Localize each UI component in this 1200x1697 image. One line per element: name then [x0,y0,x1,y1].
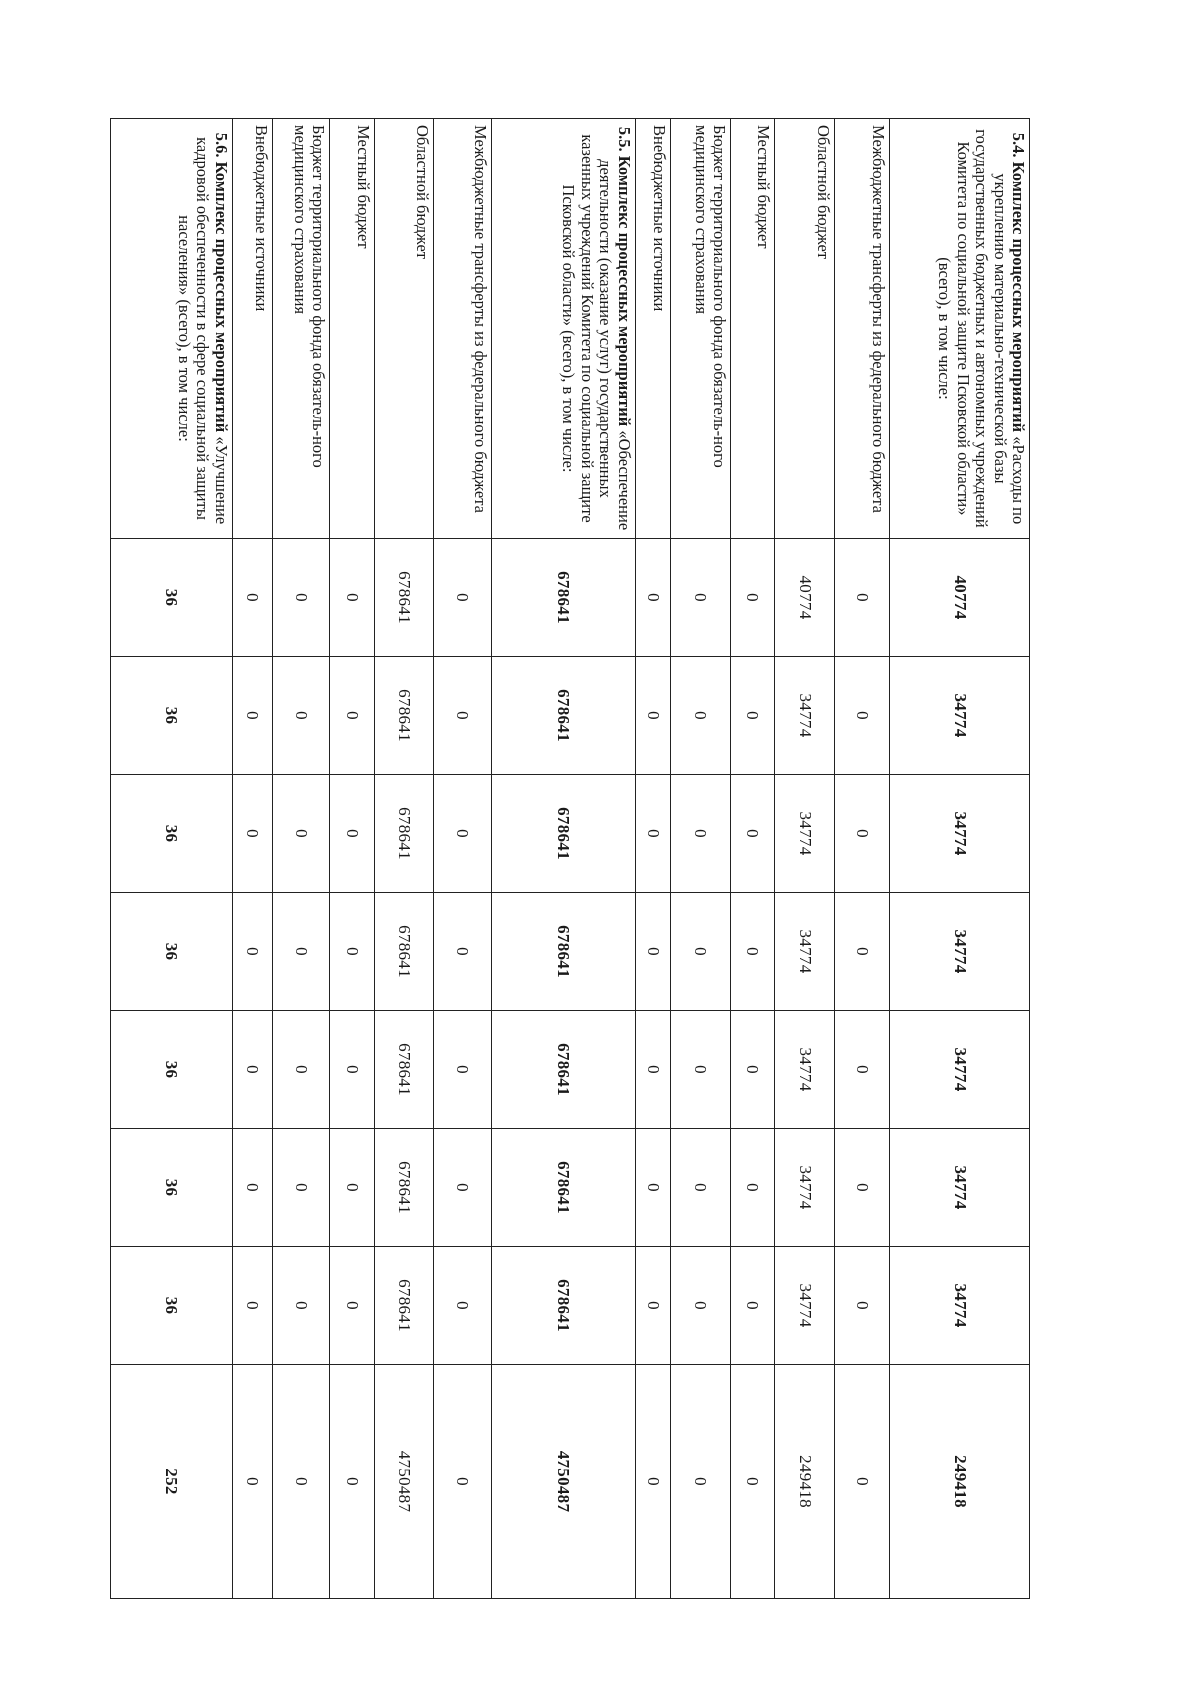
table-cell: 0 [731,1129,775,1247]
table-cell: 0 [671,1129,731,1247]
table-cell: 0 [671,775,731,893]
table-row [111,119,233,1599]
table-row [272,119,330,1599]
complex-title: «Расходы по укреплению материально-технической базы государственных бюджетных и автономных учреждений Комитета по социальной защите Псковской области» (всего), в том числе: [935,129,1028,528]
table-cell: 0 [835,539,890,657]
table-cell: 0 [731,539,775,657]
table-cell-total: 0 [635,1365,670,1599]
table-cell: 34774 [775,1011,835,1129]
table-row [775,119,835,1599]
table-cell-total: 249418 [890,1365,1030,1599]
row-label: Межбюджетные трансферты из федерального бюджета [434,119,492,539]
table-cell: 0 [731,657,775,775]
table-cell: 0 [731,775,775,893]
row-label [890,119,1030,539]
table-cell: 678641 [491,1247,635,1365]
table-cell: 34774 [890,657,1030,775]
table-cell-total: 252 [111,1365,233,1599]
table-cell: 0 [330,1011,374,1129]
table-cell: 34774 [890,1129,1030,1247]
row-label [491,119,635,539]
row-label: Внебюджетные источники [232,119,272,539]
table-cell: 0 [232,1011,272,1129]
table-cell: 0 [835,893,890,1011]
table-cell: 34774 [890,893,1030,1011]
table-cell: 0 [232,775,272,893]
table-cell-total: 0 [272,1365,330,1599]
table-row [671,119,731,1599]
table-cell-total: 0 [330,1365,374,1599]
table-cell: 34774 [890,1011,1030,1129]
table-cell: 0 [671,657,731,775]
table-cell: 0 [330,1129,374,1247]
row-label [111,119,233,539]
table-cell-total: 0 [835,1365,890,1599]
table-cell: 0 [671,1247,731,1365]
table-cell: 0 [434,775,492,893]
table-cell: 0 [434,1247,492,1365]
table-cell: 0 [330,775,374,893]
complex-code: 5.6. Комплекс процессных мероприятий [211,132,231,433]
table-cell: 678641 [374,657,434,775]
table-cell: 678641 [491,1011,635,1129]
table-cell: 0 [330,539,374,657]
table-cell: 678641 [491,657,635,775]
row-label: Межбюджетные трансферты из федерального бюджета [835,119,890,539]
table-row [731,119,775,1599]
table-cell: 36 [111,1247,233,1365]
table-cell: 678641 [491,1129,635,1247]
table-cell: 0 [731,893,775,1011]
table-cell: 678641 [374,1011,434,1129]
table-cell: 0 [330,657,374,775]
table-cell: 678641 [491,775,635,893]
table-cell: 0 [635,539,670,657]
table-row [374,119,434,1599]
table-cell: 0 [272,893,330,1011]
table-cell: 34774 [775,1129,835,1247]
table-cell: 0 [232,657,272,775]
table-cell: 0 [272,1011,330,1129]
complex-code: 5.5. Комплекс процессных мероприятий [614,126,634,427]
table-row [330,119,374,1599]
table-cell: 36 [111,1129,233,1247]
row-label: Местный бюджет [330,119,374,539]
table-cell: 40774 [775,539,835,657]
table-cell-total: 0 [671,1365,731,1599]
row-label: Областной бюджет [374,119,434,539]
complex-code: 5.4. Комплекс процессных мероприятий [1009,132,1028,433]
table-cell: 0 [272,1129,330,1247]
table-cell: 0 [434,1129,492,1247]
table-cell: 0 [835,1129,890,1247]
table-cell-total: 249418 [775,1365,835,1599]
table-cell: 0 [835,657,890,775]
table-cell-total: 0 [232,1365,272,1599]
table-cell: 0 [330,1247,374,1365]
table-cell: 0 [232,539,272,657]
table-cell-total: 0 [434,1365,492,1599]
table-cell: 0 [272,775,330,893]
table-cell: 0 [434,539,492,657]
table-cell-total: 0 [731,1365,775,1599]
table-row [491,119,635,1599]
table-cell-total: 4750487 [374,1365,434,1599]
table-cell: 0 [731,1011,775,1129]
table-cell: 0 [671,893,731,1011]
table-cell: 0 [835,775,890,893]
table-cell: 0 [835,1247,890,1365]
table-cell: 36 [111,775,233,893]
row-label: Областной бюджет [775,119,835,539]
table-cell: 36 [111,1011,233,1129]
table-cell: 678641 [374,1247,434,1365]
rotated-page-content [110,118,1030,1598]
table-cell: 0 [731,1247,775,1365]
table-cell: 0 [434,1011,492,1129]
complex-title: «Улучшение кадровой обеспеченности в сфере социальной защиты населения» (всего), в том числе: [174,137,231,525]
table-cell: 0 [330,893,374,1011]
table-cell: 0 [434,657,492,775]
table-row [635,119,670,1599]
budget-table [110,118,1030,1599]
table-row [890,119,1030,1599]
table-cell: 0 [635,893,670,1011]
table-cell: 36 [111,893,233,1011]
table-cell: 34774 [775,775,835,893]
table-cell: 0 [635,1247,670,1365]
table-cell: 34774 [890,775,1030,893]
table-cell: 0 [635,1011,670,1129]
table-cell: 40774 [890,539,1030,657]
row-label: Бюджет территориального фонда обязатель-ного медицинского страхования [671,119,731,539]
row-label: Бюджет территориального фонда обязатель-ного медицинского страхования [272,119,330,539]
table-cell: 36 [111,657,233,775]
table-cell: 678641 [374,539,434,657]
table-cell: 678641 [374,1129,434,1247]
table-cell: 678641 [374,775,434,893]
table-cell: 0 [835,1011,890,1129]
table-cell: 678641 [491,539,635,657]
table-cell: 34774 [775,657,835,775]
table-cell: 678641 [374,893,434,1011]
table-cell: 0 [272,657,330,775]
table-cell: 0 [272,1247,330,1365]
table-cell: 34774 [775,893,835,1011]
table-cell: 34774 [775,1247,835,1365]
table-cell: 0 [232,1129,272,1247]
table-cell: 0 [232,893,272,1011]
row-label: Внебюджетные источники [635,119,670,539]
table-cell: 0 [671,539,731,657]
row-label: Местный бюджет [731,119,775,539]
complex-title: «Обеспечение деятельности (оказание услуг) государственных казенных учреждений Комитета по социальной защите Псковской области» (всего), в том числе: [559,134,634,531]
table-row [434,119,492,1599]
table-cell: 34774 [890,1247,1030,1365]
table-cell: 678641 [491,893,635,1011]
table-cell: 0 [434,893,492,1011]
table-cell-total: 4750487 [491,1365,635,1599]
table-cell: 0 [635,1129,670,1247]
table-cell: 0 [635,657,670,775]
table-row [835,119,890,1599]
table-cell: 0 [272,539,330,657]
table-cell: 0 [635,775,670,893]
table-cell: 0 [671,1011,731,1129]
table-cell: 36 [111,539,233,657]
table-cell: 0 [232,1247,272,1365]
table-row [232,119,272,1599]
